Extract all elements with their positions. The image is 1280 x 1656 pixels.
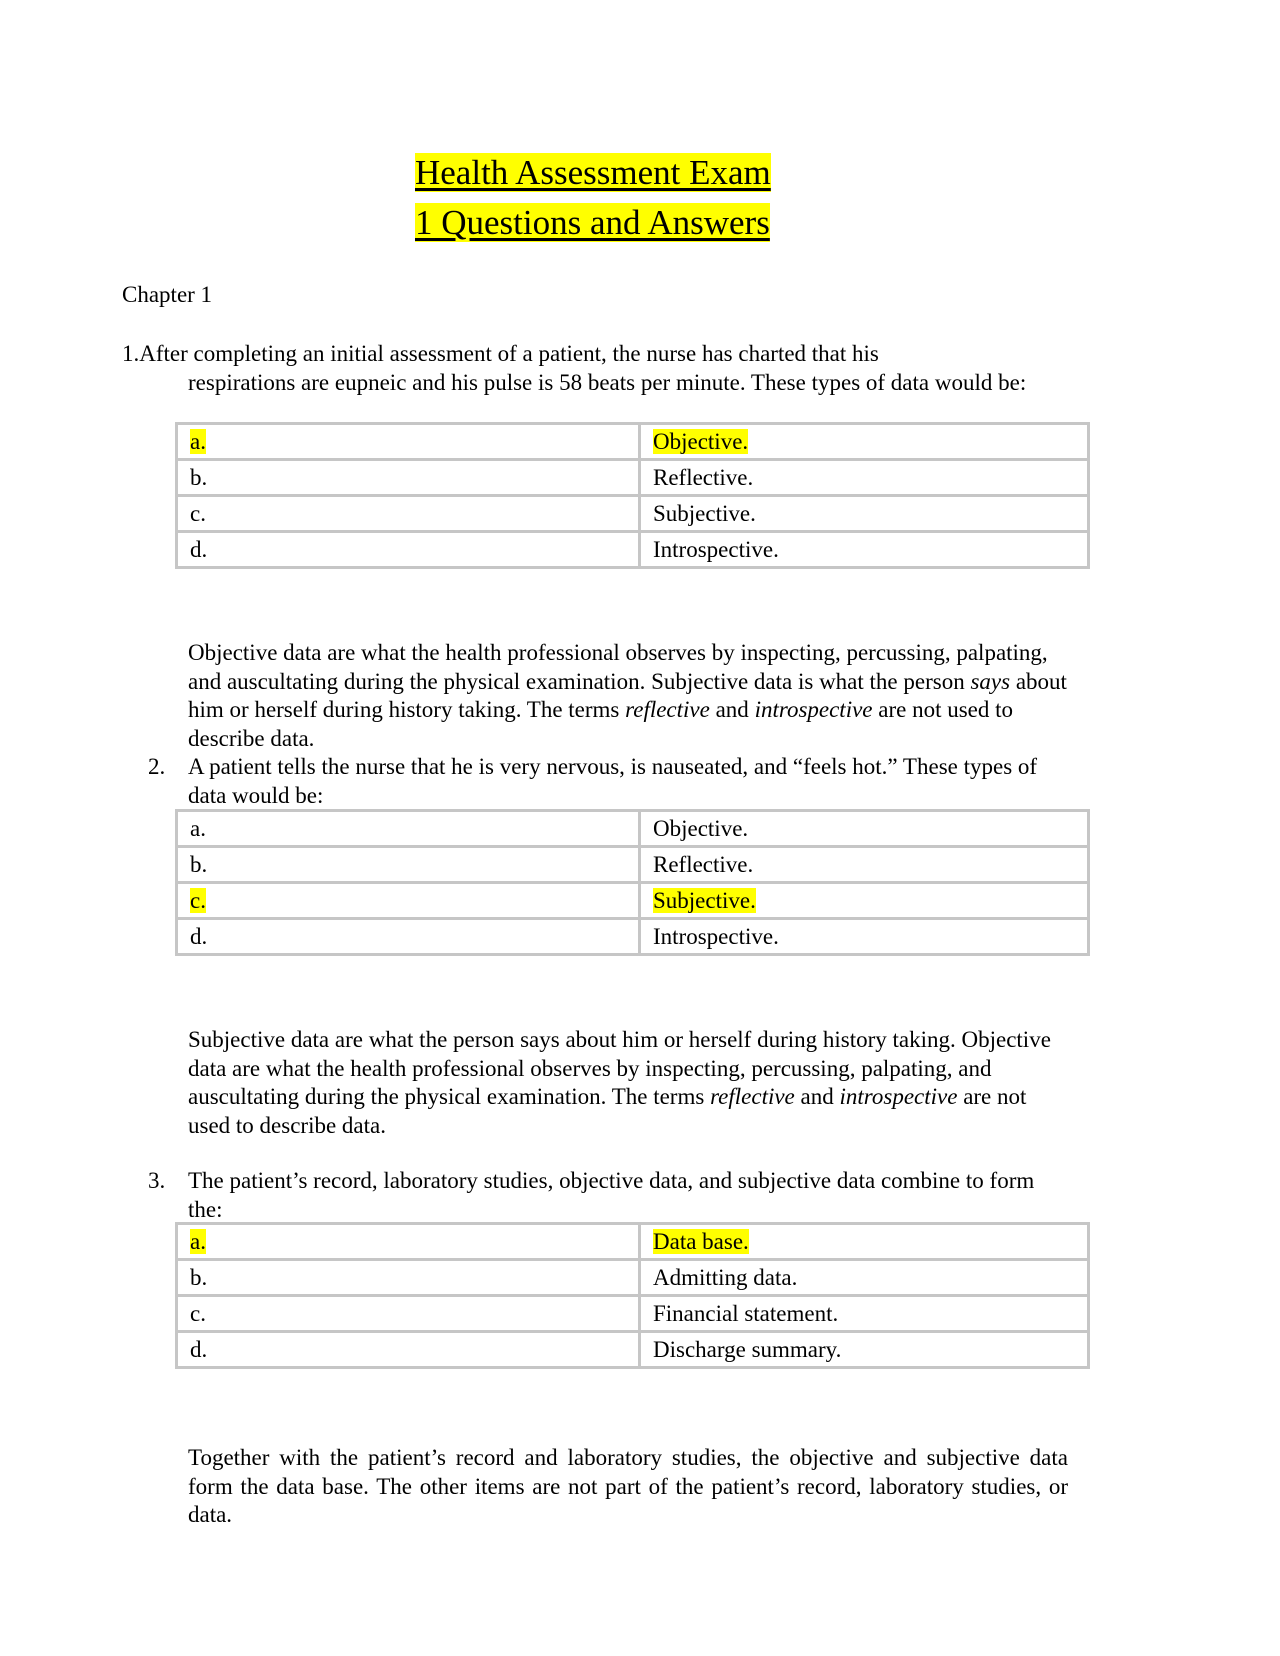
question-3: [122, 1167, 1042, 1224]
option-letter: b.: [177, 847, 640, 883]
option-row: [177, 883, 1089, 919]
option-letter: b.: [177, 1260, 640, 1296]
option-text: Reflective.: [640, 460, 1089, 496]
option-row: [177, 1296, 1089, 1332]
option-row: [177, 1224, 1089, 1260]
question-1-text-start: After completing an initial assessment of a patient, the nurse has charted that his: [139, 341, 879, 366]
question-2-text: A patient tells the nurse that he is very nervous, is nauseated, and “feels hot.” These types of data would be:: [188, 754, 1038, 808]
option-text: Objective.: [640, 811, 1089, 847]
question-2-explanation: Subjective data are what the person says about him or herself during history taking. Objective data are what the health professional observes by inspecting, percussing, palpating, and auscultating during the physical examination. The terms reflective and introspective are not used to describe data.: [188, 1027, 1051, 1138]
question-1-text-rest: respirations are eupneic and his pulse is 58 beats per minute. These types of data would be:: [188, 369, 1027, 395]
option-text: Introspective.: [640, 532, 1089, 568]
option-text: Subjective.: [640, 496, 1089, 532]
question-3-number: 3.: [148, 1168, 166, 1193]
option-row: [177, 532, 1089, 568]
document-title: [415, 148, 771, 248]
option-row: [177, 424, 1089, 460]
option-text: Objective.: [640, 424, 1089, 460]
option-row: [177, 811, 1089, 847]
option-row: [177, 460, 1089, 496]
option-row: [177, 496, 1089, 532]
question-3-explanation: Together with the patient’s record and laboratory studies, the objective and subjective data form the data base. The other items are not part of the patient’s record, laboratory studies, or data.: [188, 1445, 1068, 1527]
option-text: Admitting data.: [640, 1260, 1089, 1296]
option-text: Subjective.: [640, 883, 1089, 919]
option-text: Reflective.: [640, 847, 1089, 883]
question-2: [122, 753, 1042, 810]
option-letter: d.: [177, 1332, 640, 1368]
question-1-first-line: [122, 340, 1042, 369]
option-letter: a.: [177, 1224, 640, 1260]
question-3-text: The patient’s record, laboratory studies, objective data, and subjective data combine to form the:: [188, 1168, 1035, 1222]
option-text: Discharge summary.: [640, 1332, 1089, 1368]
question-3-options: [175, 1222, 1090, 1369]
option-text: Data base.: [640, 1224, 1089, 1260]
question-1-explanation: Objective data are what the health professional observes by inspecting, percussing, palpating, and auscultating during the physical examination. Subjective data is what the person says about him or herself during history taking. The terms reflective and introspective are not used to describe data.: [188, 640, 1067, 751]
title-line-1: Health Assessment Exam: [415, 153, 771, 192]
option-letter: d.: [177, 532, 640, 568]
option-text: Financial statement.: [640, 1296, 1089, 1332]
chapter-heading: Chapter 1: [122, 282, 213, 307]
option-letter: a.: [177, 811, 640, 847]
option-letter: d.: [177, 919, 640, 955]
question-1-number: 1.: [122, 341, 140, 366]
title-line-2: 1 Questions and Answers: [415, 203, 770, 242]
question-2-number: 2.: [148, 754, 166, 779]
question-2-options: [175, 809, 1090, 956]
question-1: [122, 340, 1042, 397]
option-letter: b.: [177, 460, 640, 496]
option-letter: c.: [177, 1296, 640, 1332]
option-row: [177, 919, 1089, 955]
option-row: [177, 1332, 1089, 1368]
option-row: [177, 847, 1089, 883]
option-letter: c.: [177, 883, 640, 919]
option-letter: c.: [177, 496, 640, 532]
question-1-options: [175, 422, 1090, 569]
option-letter: a.: [177, 424, 640, 460]
option-row: [177, 1260, 1089, 1296]
option-text: Introspective.: [640, 919, 1089, 955]
